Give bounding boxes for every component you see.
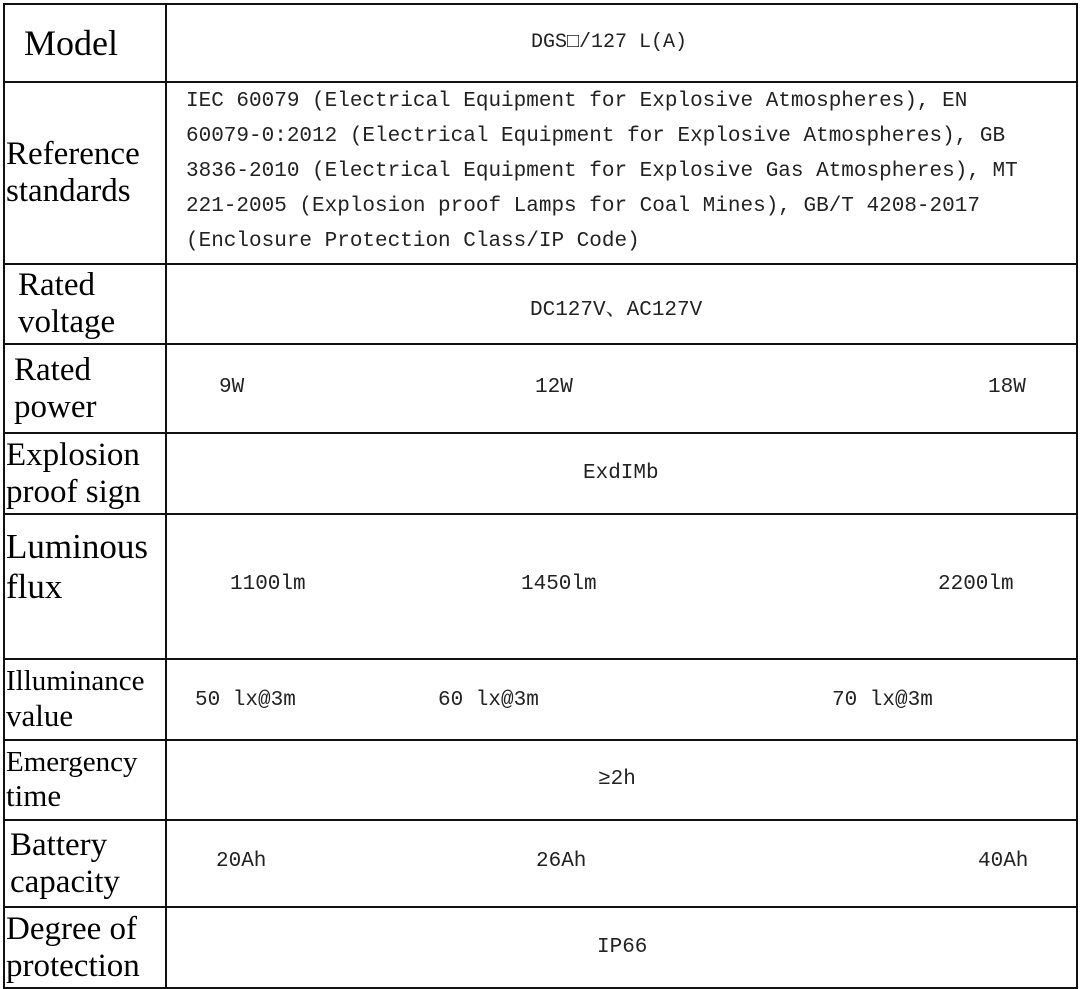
row-label-line: Explosion: [6, 436, 140, 473]
row-label-explosion-proof-sign: [6, 434, 166, 513]
battery-capacity-value: 20Ah: [216, 850, 267, 873]
row-label-reference-standards: [6, 83, 166, 263]
row-label-line: Battery: [10, 826, 108, 863]
row-label-line: power: [14, 388, 97, 425]
illuminance-value: 60 lx@3m: [438, 689, 539, 712]
battery-capacity-value: 26Ah: [536, 850, 587, 873]
row-label-text: Model: [24, 22, 118, 63]
rated-power-value: 18W: [988, 376, 1026, 399]
row-label-line: Rated: [18, 267, 95, 304]
row-label-line: capacity: [10, 863, 120, 900]
row-label-line: Illuminance: [6, 665, 145, 697]
row-label-degree-of-protection: [6, 908, 166, 987]
row-label-illuminance-value: [6, 660, 166, 739]
row-label-line: proof sign: [6, 473, 141, 510]
degree-of-protection-value: IP66: [597, 936, 648, 959]
row-label-line: flux: [6, 566, 63, 606]
row-label-model: [24, 5, 184, 81]
row-label-rated-voltage: [18, 265, 178, 343]
standards-line: 221-2005 (Explosion proof Lamps for Coal Mines), GB/T 4208-2017: [186, 195, 980, 218]
row-label-line: voltage: [18, 304, 116, 340]
row-label-line: protection: [6, 947, 140, 984]
row-label-line: Emergency: [6, 746, 138, 779]
luminous-flux-value: 1100lm: [230, 573, 306, 596]
rated-power-value: 12W: [535, 376, 573, 399]
row-label-luminous-flux: [6, 515, 166, 658]
emergency-time-value: ≥2h: [598, 768, 636, 791]
luminous-flux-value: 2200lm: [938, 573, 1014, 596]
rated-voltage-value: DC127V、AC127V: [530, 299, 703, 322]
table-border-right: [1076, 3, 1078, 989]
table-border-left: [3, 3, 5, 989]
row-label-rated-power: [14, 345, 174, 432]
reference-standards-text: [186, 84, 1066, 259]
explosion-proof-sign-value: ExdIMb: [583, 462, 659, 485]
model-value: DGS□/127 L(A): [531, 31, 688, 54]
standards-line: IEC 60079 (Electrical Equipment for Explosive Atmospheres), EN: [186, 90, 968, 113]
standards-line: (Enclosure Protection Class/IP Code): [186, 230, 640, 253]
row-label-battery-capacity: [10, 821, 170, 906]
illuminance-value: 70 lx@3m: [832, 689, 933, 712]
row-label-emergency-time: [6, 741, 166, 819]
battery-capacity-value: 40Ah: [978, 850, 1029, 873]
row-label-line: Reference: [6, 136, 140, 173]
rated-power-value: 9W: [219, 376, 245, 399]
row-label-line: standards: [6, 173, 131, 209]
standards-line: 60079-0:2012 (Electrical Equipment for Explosive Atmospheres), GB: [186, 125, 1006, 148]
row-label-line: value: [6, 698, 74, 734]
standards-line: 3836-2010 (Electrical Equipment for Explosive Gas Atmospheres), MT: [186, 160, 1018, 183]
row-label-line: time: [6, 777, 62, 813]
illuminance-value: 50 lx@3m: [195, 689, 296, 712]
luminous-flux-value: 1450lm: [521, 573, 597, 596]
row-label-line: Luminous: [6, 527, 148, 567]
row-label-line: Degree of: [6, 910, 138, 947]
row-label-line: Rated: [14, 351, 91, 388]
